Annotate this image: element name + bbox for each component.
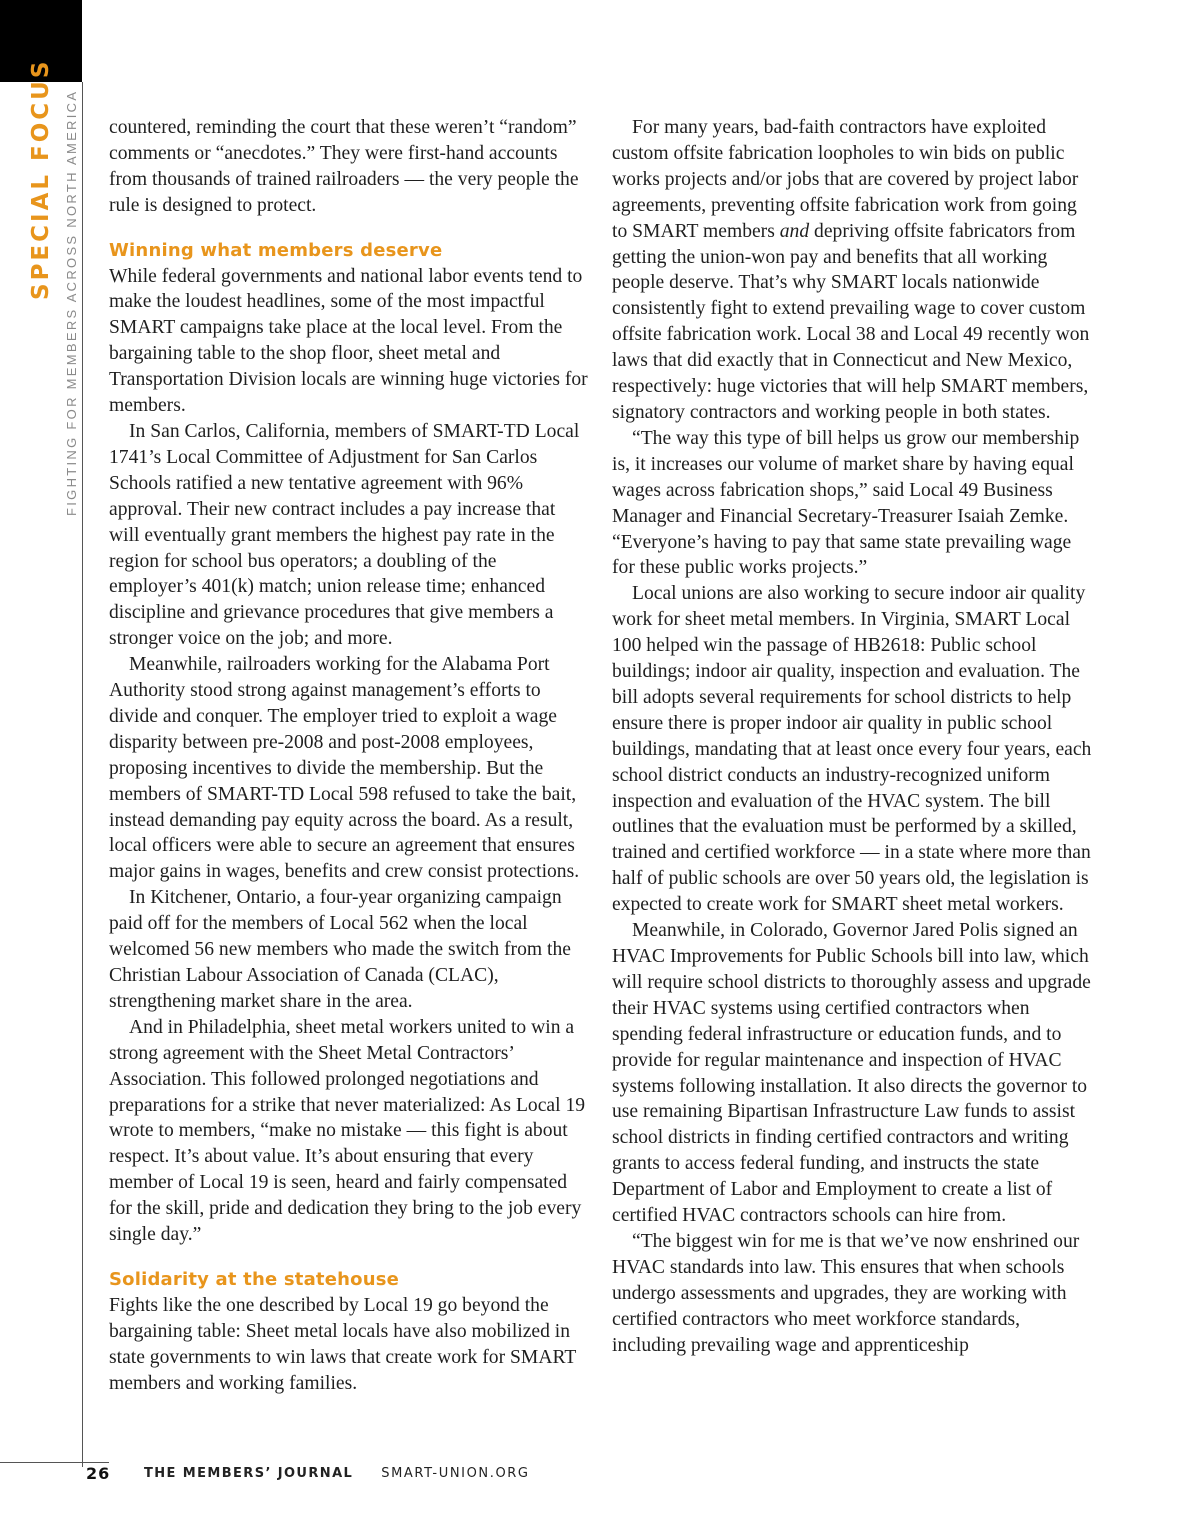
paragraph: “The biggest win for me is that we’ve now enshrined our HVAC standards into law. This ensures that when schools undergo assessments and upgrades, they are working with certified contractors who meet workforce standards, including prevailing wage and apprenticeship (612, 1230, 1080, 1356)
page-number: 26 (86, 1464, 111, 1483)
paragraph: While federal governments and national labor events tend to make the loudest headlines, some of the most impactful SMART campaigns take place at the local level. From the bargaining table to the shop floor, sheet metal and Transportation Division locals are winning huge victories for members. (109, 265, 588, 417)
sidebar-divider (82, 82, 83, 1467)
section-heading: Winning what members deserve (109, 239, 443, 261)
paragraph: “The way this type of bill helps us grow our membership is, it increases our volume of market share by having equal wages across fabrication shops,” said Local 49 Business Manager and Financial Secretary-Treasurer Isaiah Zemke. “Everyone’s having to pay that same state prevailing wage for these public works projects.” (612, 427, 1080, 579)
paragraph: Fights like the one described by Local 19 go beyond the bargaining table: Sheet metal locals have also mobilized in state governments to win laws that create work for SMART members and working families. (109, 1294, 576, 1394)
paragraph (612, 115, 1092, 426)
paragraph: Local unions are also working to secure indoor air quality work for sheet metal members. In Virginia, SMART Local 100 helped win the passage of HB2618: Public school buildings; indoor air quality, inspection and evaluation. The bill adopts several requirements for school districts to help ensure there is proper indoor air quality in public school buildings, mandating that at least once every four years, each school district conducts an industry-recognized uniform inspection and evaluation of the HVAC system. The bill outlines that the evaluation must be performed by a skilled, trained and certified workforce — in a state where more than half of public schools are over 50 years old, the legislation is expected to create work for SMART sheet metal workers. (612, 583, 1092, 916)
paragraph: In San Carlos, California, members of SMART-TD Local 1741’s Local Committee of Adjustment for San Carlos Schools ratified a new tentative agreement with 96% approval. Their new contract includes a pay increase that will eventually grant members the highest pay rate in the region for school bus operators; a doubling of the employer’s 401(k) match; union release time; enhanced discipline and grievance procedures that give members a stronger voice on the job; and more. (109, 420, 580, 650)
text-run: depriving offsite fabricators from getting the union-won pay and benefits that all working people deserve. That’s why SMART locals nationwide consistently fight to extend prevailing wage to cover custom offsite fabrication work. Local 38 and Local 49 recently won laws that did exactly that in Connecticut and New Mexico, respectively: huge victories that will help SMART members, signatory contractors and working people in both states. (612, 220, 1090, 423)
footer-divider (0, 1462, 109, 1463)
journal-name: THE MEMBERS’ JOURNAL (144, 1466, 354, 1481)
section-title: SPECIAL FOCUS (28, 58, 54, 300)
section-tagline: FIGHTING FOR MEMBERS ACROSS NORTH AMERICA (64, 89, 79, 516)
text-run: For many years, bad-faith contractors have exploited custom offsite fabrication loopholes to win bids on public works projects and/or jobs that are covered by project labor agreements, preventing offsite fabrication work from going to SMART members (612, 117, 1079, 242)
emphasis: and (779, 220, 810, 242)
paragraph: countered, reminding the court that these weren’t “random” comments or “anecdotes.” They were first-hand accounts from thousands of trained railroaders — the very people the rule is designed to protect. (109, 117, 579, 216)
paragraph: In Kitchener, Ontario, a four-year organizing campaign paid off for the members of Local 562 when the local welcomed 56 new members who made the switch from the Christian Labour Association of Canada (CLAC), strengthening market share in the area. (109, 887, 571, 1012)
article-column-right (612, 115, 1092, 1359)
paragraph: Meanwhile, railroaders working for the Alabama Port Authority stood strong against management’s efforts to divide and conquer. The employer tried to exploit a wage disparity between pre-2008 and post-2008 employees, proposing incentives to divide the membership. But the members of SMART-TD Local 598 refused to take the bait, instead demanding pay equity across the board. As a result, local officers were able to secure an agreement that ensures major gains in wages, benefits and crew consist protections. (109, 654, 580, 883)
website-url: SMART-UNION.ORG (381, 1466, 530, 1481)
paragraph: Meanwhile, in Colorado, Governor Jared Polis signed an HVAC Improvements for Public Schools bill into law, which will require school districts to thoroughly assess and upgrade their HVAC systems using certified contractors when spending federal infrastructure or education funds, and to provide for regular maintenance and inspection of HVAC systems following installation. It also directs the governor to use remaining Bipartisan Infrastructure Law funds to assist school districts in finding certified contractors and writing grants to access federal funding, and instructs the state Department of Labor and Employment to create a list of certified HVAC contractors schools can hire from. (612, 920, 1091, 1227)
paragraph: And in Philadelphia, sheet metal workers united to win a strong agreement with the Sheet Metal Contractors’ Association. This followed prolonged negotiations and preparations for a strike that never materialized: As Local 19 wrote to members, “make no mistake — this fight is about respect. It’s about value. It’s about ensuring that every member of Local 19 is seen, heard and fairly compensated for the skill, pride and dedication they bring to the job every single day.” (109, 1016, 586, 1246)
section-heading: Solidarity at the statehouse (109, 1268, 400, 1290)
article-column-left (109, 115, 589, 1397)
page-footer (86, 1464, 530, 1483)
